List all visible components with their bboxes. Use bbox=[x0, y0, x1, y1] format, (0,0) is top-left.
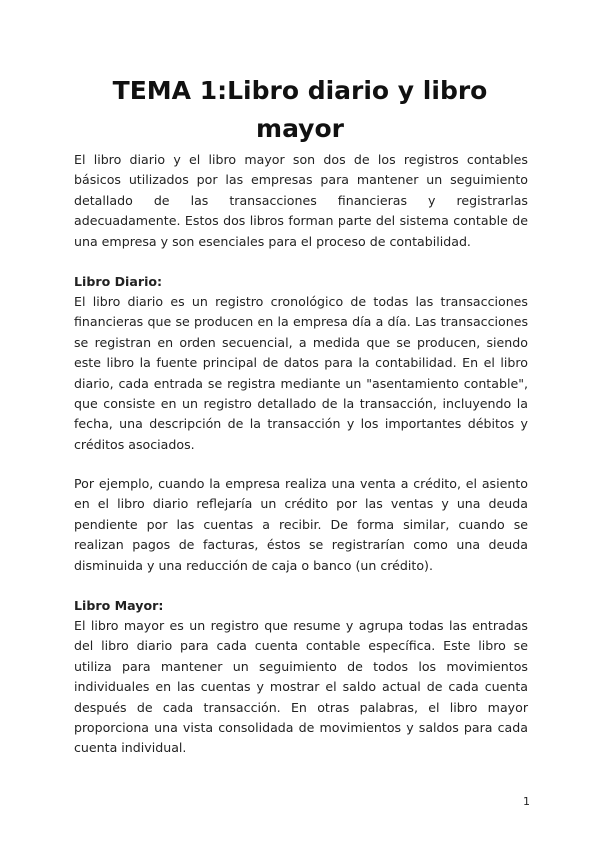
page-title: TEMA 1:Libro diario y libro mayor bbox=[112, 76, 488, 143]
libro-mayor-paragraph-1: El libro mayor es un registro que resume y agrupa todas las entradas del libro diario para cada cuenta contable específica. Este libro se utiliza para mantener un seguimiento de todos los movimientos individuales en las cuentas y mostrar el saldo actual de cada cuenta después de cada transacción. En otras palabras, el libro mayor proporciona una vista consolidada de movimientos y saldos para cada cuenta individual. bbox=[74, 618, 528, 756]
section-heading-libro-diario: Libro Diario: bbox=[74, 274, 163, 289]
section-heading-libro-mayor: Libro Mayor: bbox=[74, 598, 164, 613]
intro-paragraph: El libro diario y el libro mayor son dos de los registros contables básicos utilizados por las empresas para mantener un seguimiento detallado de las transacciones financieras y registrarlas adecuadamente. Estos dos libros forman parte del sistema contable de una empresa y son esenciales para el proceso de contabilidad. bbox=[74, 152, 528, 249]
libro-diario-paragraph-2: Por ejemplo, cuando la empresa realiza una venta a crédito, el asiento en el libro diario reflejaría un crédito por las ventas y una deuda pendiente por las cuentas a recibir. De forma similar, cuando se realizan pagos de facturas, éstos se registrarían como una deuda disminuida y una reducción de caja o banco (un crédito). bbox=[74, 476, 528, 573]
page-number: 1 bbox=[523, 795, 530, 808]
libro-diario-paragraph-1: El libro diario es un registro cronológico de todas las transacciones financieras que se producen en la empresa día a día. Las transacciones se registran en orden secuencial, a medida que se producen, siendo este libro la fuente principal de datos para la contabilidad. En el libro diario, cada entrada se registra mediante un "asentamiento contable", que consiste en un registro detallado de la transacción, incluyendo la fecha, una descripción de la transacción y los importantes débitos y créditos asociados. bbox=[74, 294, 528, 452]
